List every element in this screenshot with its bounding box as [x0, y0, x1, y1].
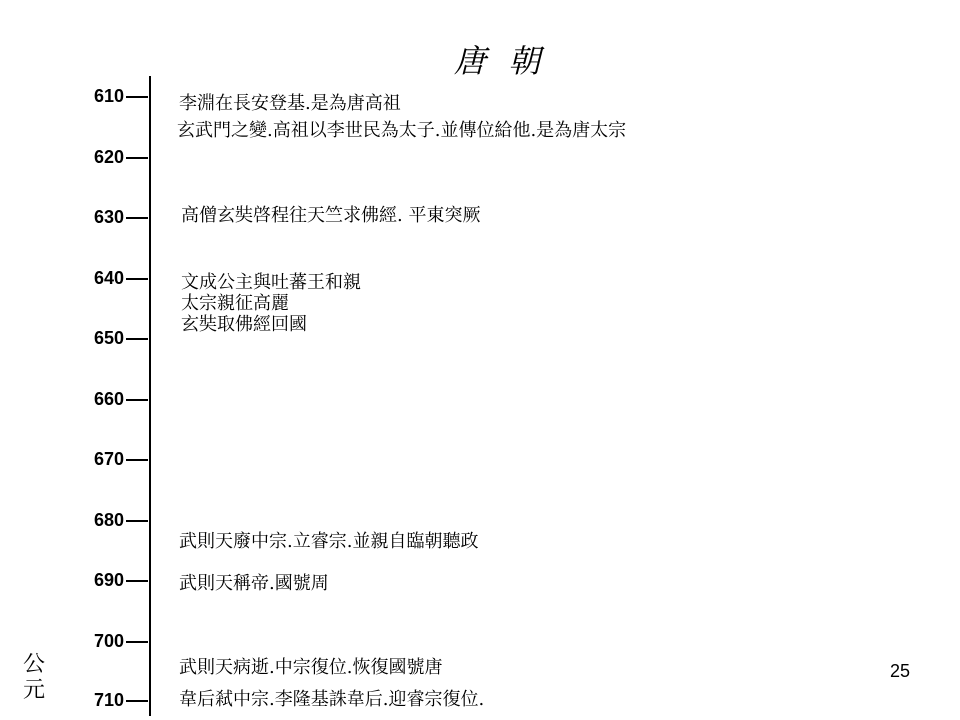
era-label: [20, 652, 48, 704]
tick-mark-620: [126, 157, 148, 159]
tick-label-650: 650: [93, 328, 124, 348]
tick-mark-690: [126, 580, 148, 582]
tick-label-700: 700: [93, 631, 124, 651]
tick-mark-660: [126, 399, 148, 401]
tick-label-630: 630: [93, 207, 124, 227]
tick-mark-700: [126, 641, 148, 643]
event-text: 高僧玄奘啓程往天竺求佛經. 平東突厥: [181, 205, 481, 226]
tick-mark-610: [126, 96, 148, 98]
event-text: 李淵在長安登基.是為唐高祖: [179, 93, 401, 114]
tick-label-640: 640: [93, 268, 124, 288]
tick-label-710: 710: [93, 690, 124, 710]
tick-label-660: 660: [93, 389, 124, 409]
event-text: 太宗親征高麗: [181, 293, 289, 314]
page-number: 25: [889, 661, 910, 681]
tick-label-620: 620: [93, 147, 124, 167]
event-text: 韋后弒中宗.李隆基誅韋后.迎睿宗復位.: [179, 689, 485, 710]
event-text: 武則天病逝.中宗復位.恢復國號唐: [179, 657, 443, 678]
tick-label-610: 610: [93, 86, 124, 106]
tick-label-670: 670: [93, 449, 124, 469]
tick-mark-630: [126, 217, 148, 219]
tick-mark-710: [126, 700, 148, 702]
event-text: 武則天稱帝.國號周: [179, 573, 329, 594]
slide-title: 唐 朝: [453, 42, 547, 80]
era-label-char: 公: [22, 652, 45, 677]
event-text: 文成公主與吐蕃王和親: [181, 272, 361, 293]
tick-mark-680: [126, 520, 148, 522]
tick-mark-670: [126, 459, 148, 461]
tick-mark-640: [126, 278, 148, 280]
event-text: 玄奘取佛經回國: [181, 314, 307, 335]
timeline-axis: [149, 76, 151, 716]
tick-mark-650: [126, 338, 148, 340]
tick-label-680: 680: [93, 510, 124, 530]
event-text: 玄武門之變.高祖以李世民為太子.並傳位給他.是為唐太宗: [177, 120, 627, 141]
tick-label-690: 690: [93, 570, 124, 590]
event-text: 武則天廢中宗.立睿宗.並親自臨朝聽政: [179, 531, 479, 552]
era-label-char: 元: [22, 678, 45, 703]
